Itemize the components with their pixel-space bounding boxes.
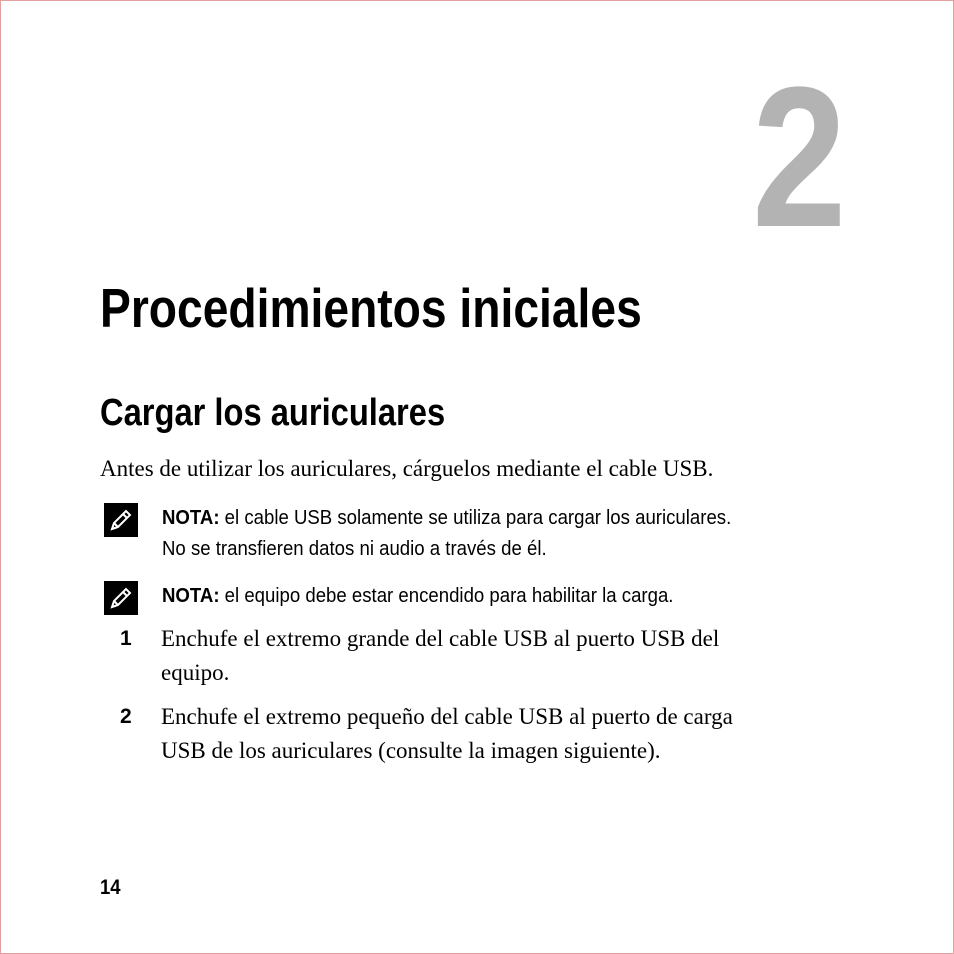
- step-line: Enchufe el extremo grande del cable USB al puerto USB del: [161, 626, 720, 651]
- note-label: NOTA:: [162, 507, 220, 529]
- step-text: [161, 700, 733, 768]
- note-pencil-icon: [104, 581, 138, 615]
- note-body: No se transfieren datos ni audio a través de él.: [162, 538, 547, 560]
- note-line: [162, 581, 850, 612]
- note-label: NOTA:: [162, 585, 220, 607]
- step-line: USB de los auriculares (consulte la imagen siguiente).: [161, 738, 661, 763]
- step-line: equipo.: [161, 660, 230, 685]
- step-number: 2: [120, 705, 132, 728]
- note-text: [162, 581, 850, 612]
- note-text: [162, 503, 850, 565]
- note-pencil-icon: [104, 503, 138, 537]
- chapter-title: Procedimientos iniciales: [100, 277, 642, 339]
- step-text: [161, 622, 719, 690]
- step-line: Enchufe el extremo pequeño del cable USB al puerto de carga: [161, 704, 733, 729]
- note-body: el equipo debe estar encendido para habilitar la carga.: [219, 585, 674, 607]
- section-title: Cargar los auriculares: [100, 392, 446, 434]
- intro-paragraph: Antes de utilizar los auriculares, cárguelos mediante el cable USB.: [100, 456, 714, 481]
- note-body: el cable USB solamente se utiliza para cargar los auriculares.: [219, 507, 732, 529]
- page-number: 14: [100, 876, 121, 899]
- note-line: [162, 503, 850, 534]
- step-number: 1: [120, 627, 132, 650]
- chapter-number: 2: [752, 46, 847, 269]
